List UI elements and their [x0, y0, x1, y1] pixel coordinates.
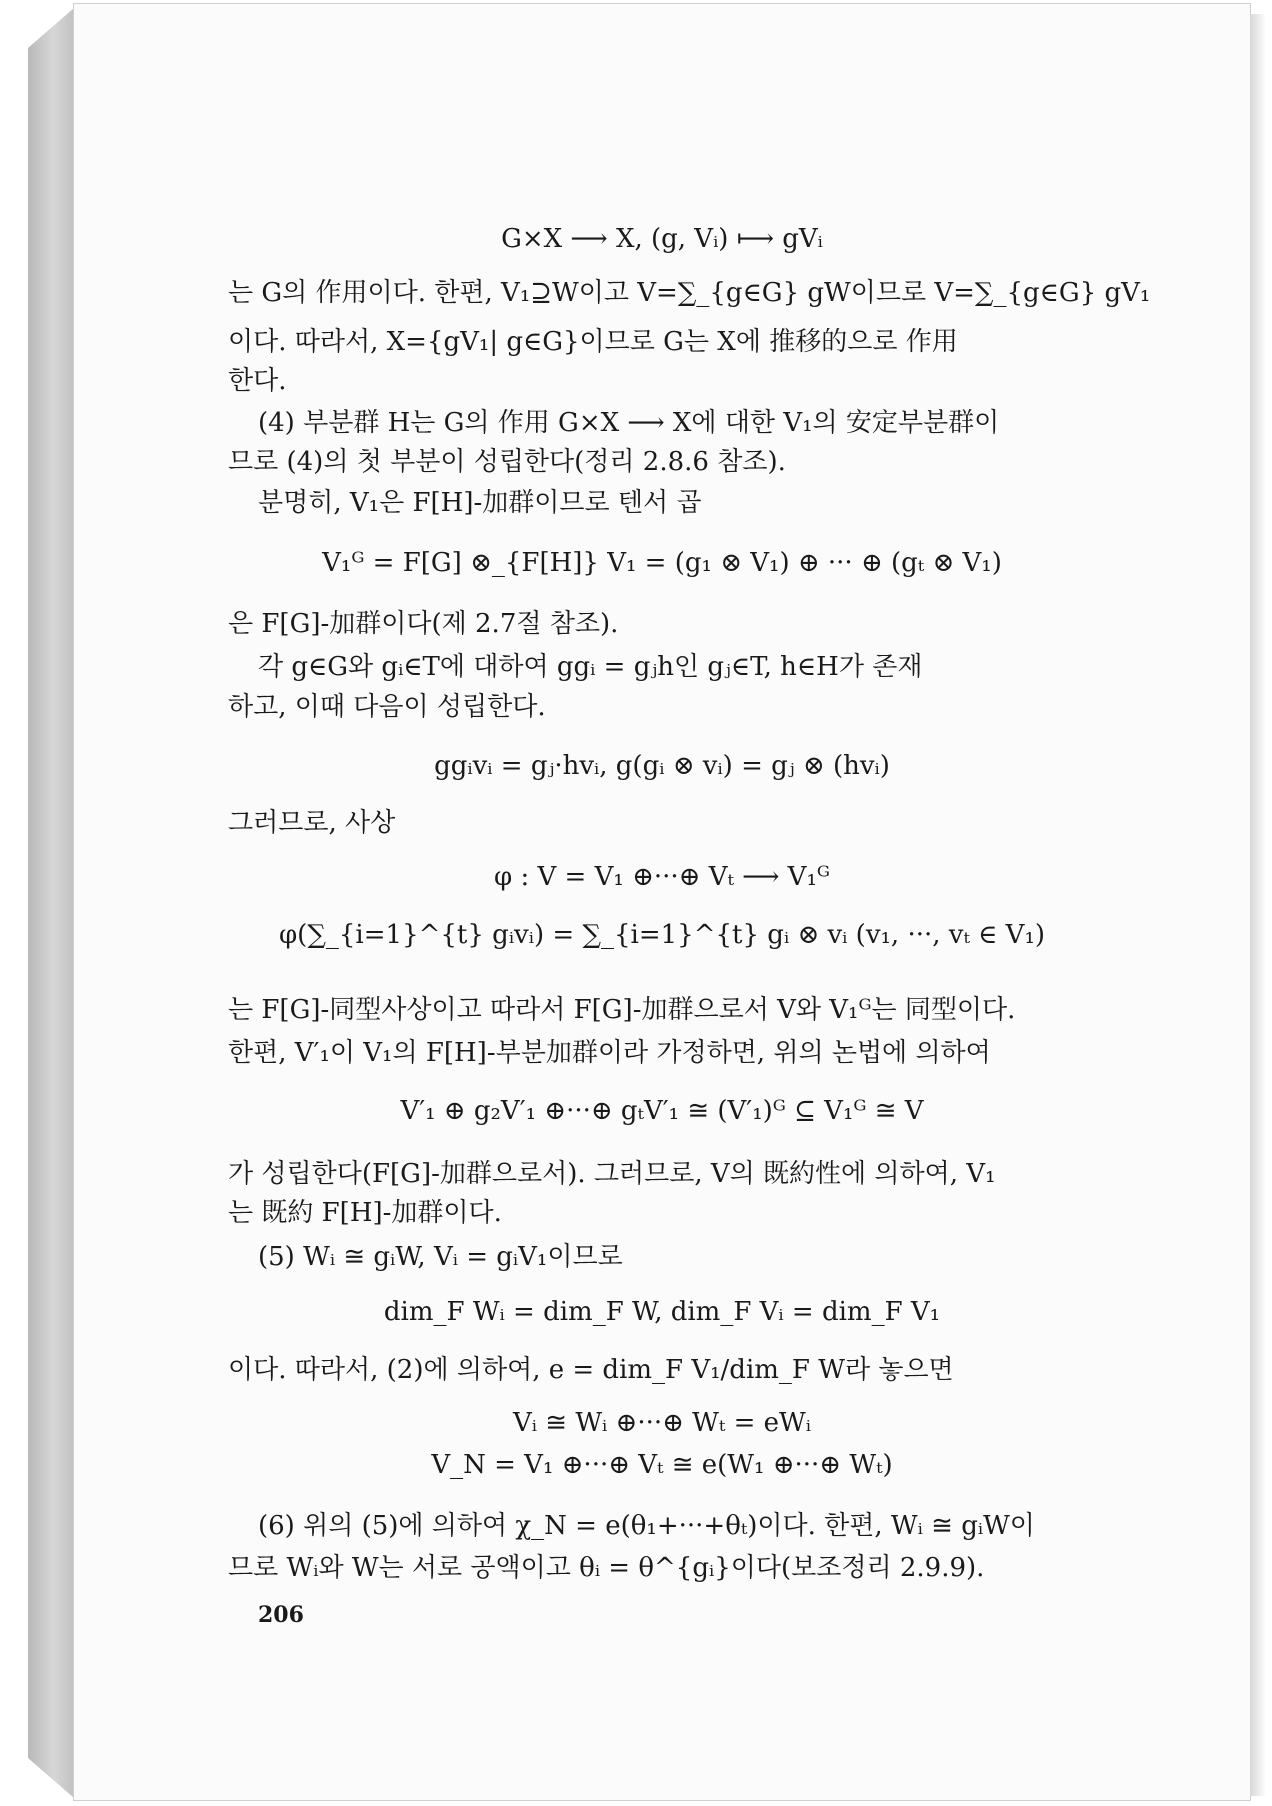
equation-map-phi: φ : V = V₁ ⊕···⊕ Vₜ ⟶ V₁ᴳ [494, 862, 830, 892]
equation-group-action: G×X ⟶ X, (g, Vᵢ) ⟼ gVᵢ [501, 224, 823, 254]
text-line: 하고, 이때 다음이 성립한다. [228, 692, 546, 722]
text-line: 분명히, V₁은 F[H]-加群이므로 텐서 곱 [258, 488, 702, 518]
text-line: 한편, V′₁이 V₁의 F[H]-부분加群이라 가정하면, 위의 논법에 의하여 [228, 1038, 991, 1068]
text-line: 는 既約 F[H]-加群이다. [228, 1198, 502, 1228]
text-line: 이다. 따라서, (2)에 의하여, e = dim_F V₁/dim_F W라 놓으면 [228, 1355, 954, 1385]
text-line: 는 G의 作用이다. 한편, V₁⊇W이고 V=∑_{g∈G} gW이므로 V=∑_{g∈G} gV₁ [228, 278, 1151, 308]
text-line: 각 g∈G와 gᵢ∈T에 대하여 ggᵢ = gⱼh인 gⱼ∈T, h∈H가 존재 [258, 652, 923, 682]
text-line: 그러므로, 사상 [228, 808, 396, 838]
text-line: 므로 (4)의 첫 부분이 성립한다(정리 2.8.6 참조). [228, 447, 786, 477]
text-line: 므로 Wᵢ와 W는 서로 공액이고 θᵢ = θ^{gᵢ}이다(보조정리 2.9.9). [228, 1553, 985, 1583]
page-number: 206 [258, 1602, 304, 1628]
equation-dimension: dim_F Wᵢ = dim_F W, dim_F Vᵢ = dim_F V₁ [383, 1297, 941, 1327]
equation-tensor-product: V₁ᴳ = F[G] ⊗_{F[H]} V₁ = (g₁ ⊗ V₁) ⊕ ··· ⊕ (gₜ ⊗ V₁) [322, 548, 1002, 578]
text-line: (5) Wᵢ ≅ gᵢW, Vᵢ = gᵢV₁이므로 [258, 1242, 623, 1272]
text-line: 한다. [228, 366, 287, 396]
text-line: (6) 위의 (5)에 의하여 χ_N = e(θ₁+···+θₜ)이다. 한편, Wᵢ ≅ gᵢW이 [258, 1511, 1035, 1541]
equation-isomorphism: V′₁ ⊕ g₂V′₁ ⊕···⊕ gₜV′₁ ≅ (V′₁)ᴳ ⊆ V₁ᴳ ≅ V [400, 1096, 924, 1126]
text-line: 이다. 따라서, X={gV₁| g∈G}이므로 G는 X에 推移的으로 作用 [228, 327, 958, 357]
equation-map-definition: φ(∑_{i=1}^{t} gᵢvᵢ) = ∑_{i=1}^{t} gᵢ ⊗ vᵢ (v₁, ···, vₜ ∈ V₁) [278, 920, 1046, 950]
equation-decomposition: Vᵢ ≅ Wᵢ ⊕···⊕ Wₜ = eWᵢ [513, 1408, 811, 1438]
equation-decomposition: V_N = V₁ ⊕···⊕ Vₜ ≅ e(W₁ ⊕···⊕ Wₜ) [431, 1450, 893, 1480]
text-line: (4) 부분群 H는 G의 作用 G×X ⟶ X에 대한 V₁의 安定부분群이 [258, 408, 1000, 438]
book-spine [28, 8, 74, 1798]
equation-action: ggᵢvᵢ = gⱼ·hvᵢ, g(gᵢ ⊗ vᵢ) = gⱼ ⊗ (hvᵢ) [434, 751, 890, 781]
page-edge-shadow [1250, 14, 1266, 1796]
text-line: 은 F[G]-加群이다(제 2.7절 참조). [228, 609, 619, 639]
text-line: 가 성립한다(F[G]-加群으로서). 그러므로, V의 既約性에 의하여, V₁ [228, 1159, 996, 1189]
text-line: 는 F[G]-同型사상이고 따라서 F[G]-加群으로서 V와 V₁ᴳ는 同型이다. [228, 995, 1016, 1025]
